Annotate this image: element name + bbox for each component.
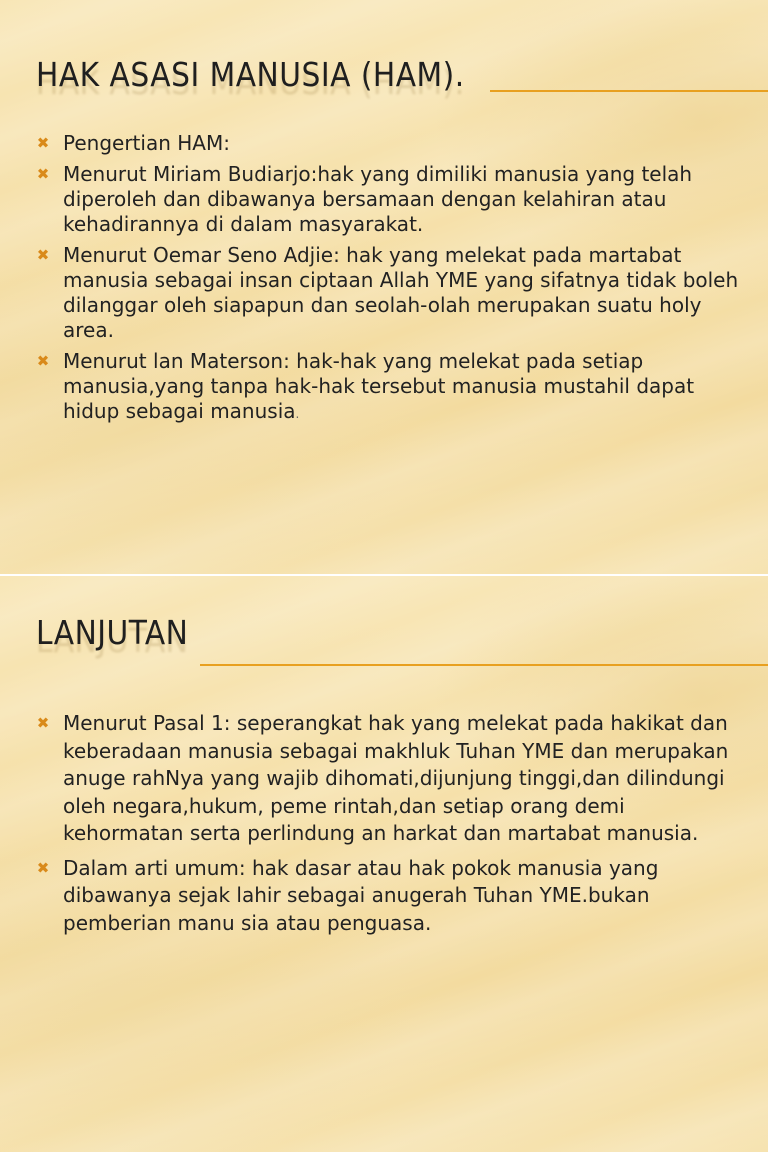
- bullet-text: Pengertian HAM:: [63, 131, 230, 155]
- x-mark-bullet-icon: ✖: [36, 714, 50, 732]
- bullet-item: [36, 243, 748, 343]
- bullet-item: [36, 710, 748, 848]
- bullet-text: Dalam arti umum: hak dasar atau hak pokok manusia yang dibawanya sejak lahir sebagai anugerah Tuhan YME.bukan pemberian manu sia atau penguasa.: [63, 855, 659, 935]
- x-mark-bullet-icon: ✖: [36, 134, 50, 152]
- bullet-list: [36, 710, 748, 944]
- x-mark-bullet-icon: ✖: [36, 165, 50, 183]
- x-mark-bullet-icon: ✖: [36, 352, 50, 370]
- bullet-list: [36, 131, 748, 433]
- bullet-item: [36, 131, 748, 156]
- slide-title: LANJUTAN: [36, 613, 189, 652]
- bullet-text: Menurut Pasal 1: seperangkat hak yang melekat pada hakikat dan keberadaan manusia sebagai makhluk Tuhan YME dan merupakan anuge rahNya yang wajib dihomati,dijunjung tinggi,dan dilindungi oleh negara,hukum, peme rintah,dan setiap orang demi kehormatan serta perlindung an harkat dan martabat manusia.: [63, 711, 729, 845]
- x-mark-bullet-icon: ✖: [36, 858, 50, 877]
- bullet-text: Menurut Oemar Seno Adjie: hak yang melekat pada martabat manusia sebagai insan ciptaan Allah YME yang sifatnya tidak boleh dilanggar oleh siapapun dan seolah-olah merupakan suatu holy area.: [63, 243, 739, 342]
- trailing-mark: .: [295, 407, 300, 421]
- bullet-item: [36, 349, 748, 427]
- slide-2: [0, 576, 768, 1152]
- x-mark-bullet-icon: ✖: [36, 246, 50, 264]
- title-underline: [490, 90, 768, 92]
- bullet-text: Menurut lan Materson: hak-hak yang melekat pada setiap manusia,yang tanpa hak-hak tersebut manusia mustahil dapat hidup sebagai manusia: [63, 349, 695, 423]
- bullet-text: Menurut Miriam Budiarjo:hak yang dimiliki manusia yang telah diperoleh dan dibawanya bersamaan dengan kelahiran atau kehadirannya di dalam masyarakat.: [63, 162, 693, 236]
- bullet-item: [36, 855, 748, 938]
- bullet-item: [36, 162, 748, 237]
- title-underline: [200, 664, 768, 666]
- slide-title: HAK ASASI MANUSIA (HAM).: [36, 55, 465, 94]
